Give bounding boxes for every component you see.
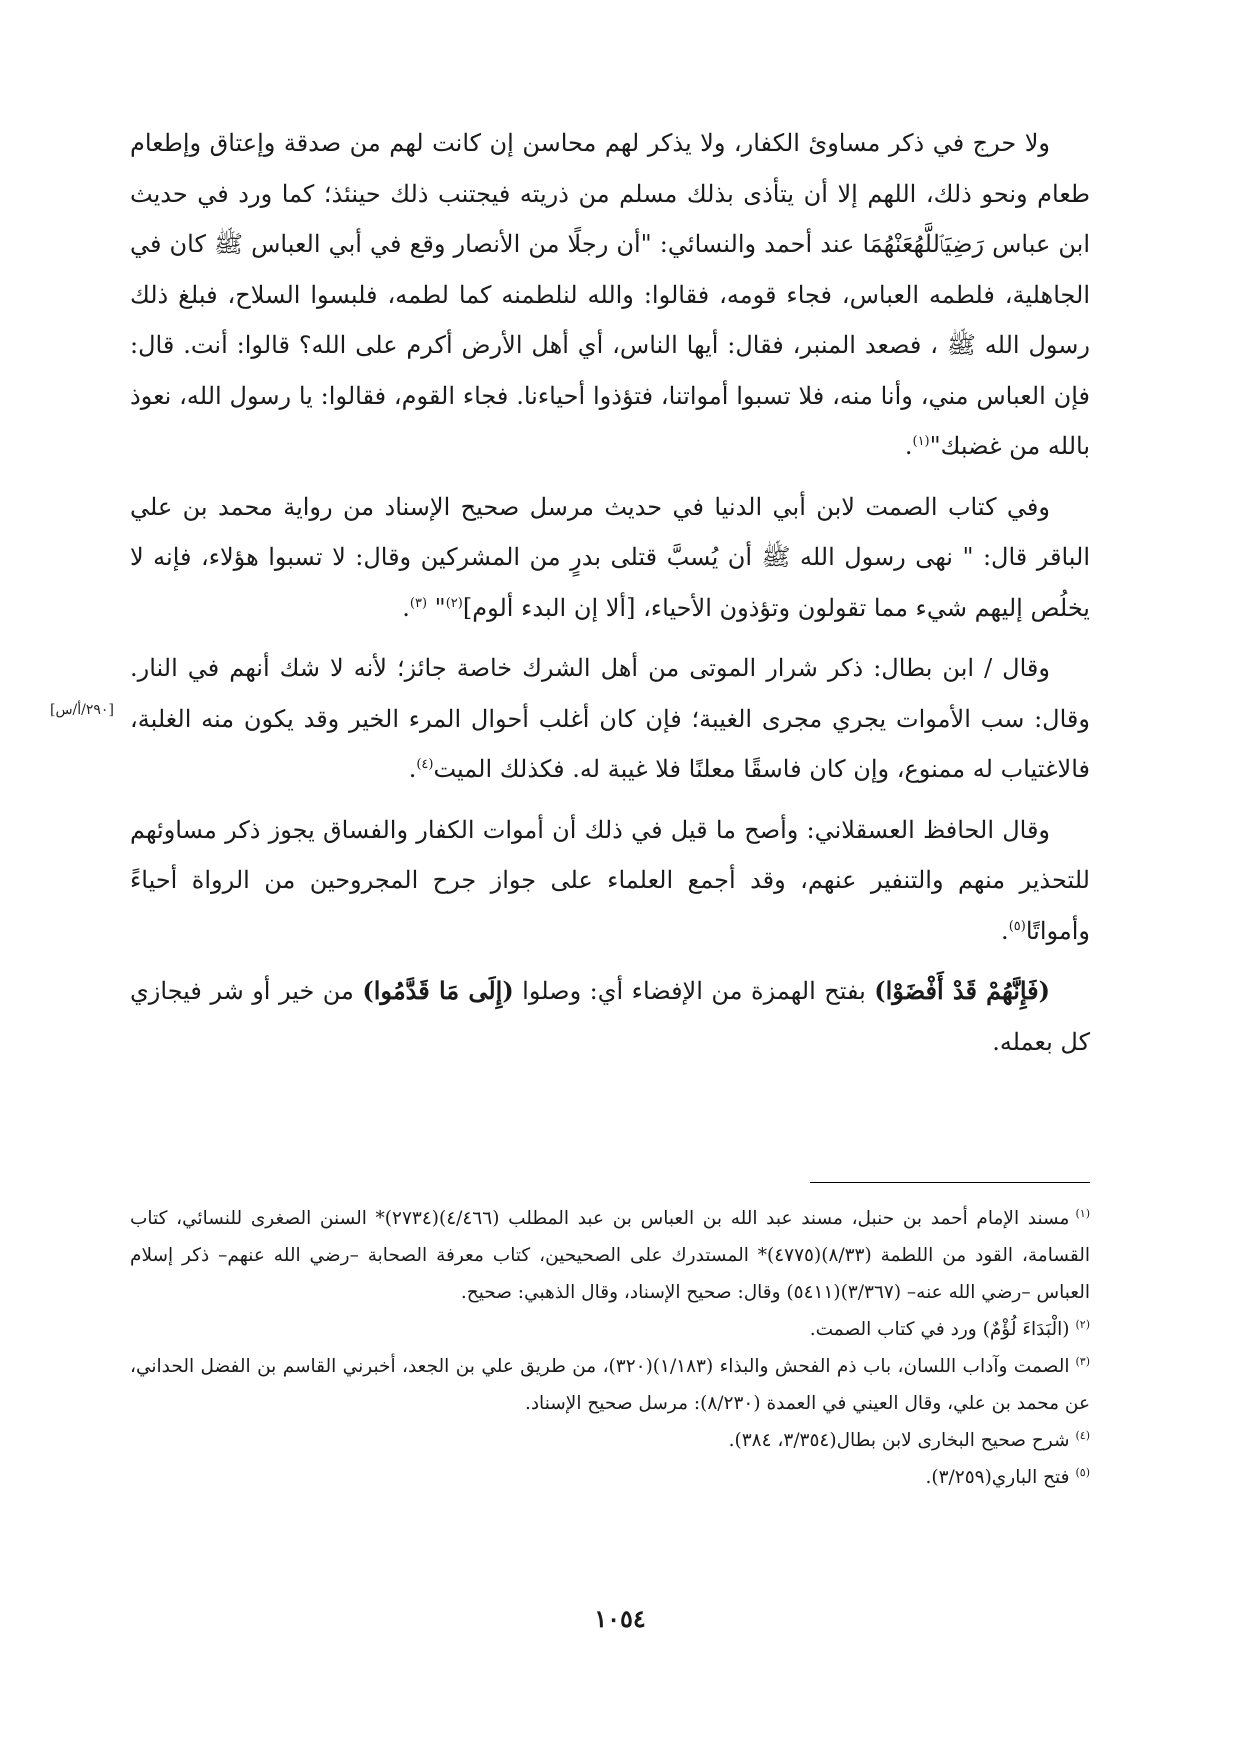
footnote-ref: (٢) <box>445 595 463 611</box>
main-text <box>130 118 1090 1077</box>
footnote-ref: (١) <box>912 434 930 449</box>
paragraph-2: وفي كتاب الصمت لابن أبي الدنيا في حديث مرسل صحيح الإسناد من رواية محمد بن علي الباقر قال: " نهى رسول الله ﷺ أن يُسبَّ قتلى بدرٍ من المشركين وقال: لا تسبوا هؤلاء، فإنه لا يخلُص إليهم شيء مما تقولون وتؤذون الأحياء، [ألا إن البدء ألوم]$^{(٢)}$" $^{(٣)}$. <box>130 492 1090 622</box>
footnote-divider <box>810 1182 1090 1183</box>
footnote: $^{(٤)}$شرح صحيح البخارى لابن بطال(٣/٣٥٤، ٣٨٤). <box>728 1428 1090 1451</box>
footnote: $^{(١)}$مسند الإمام أحمد بن حنبل، مسند عبد الله بن العباس بن عبد المطلب (٤/٤٦٦)(٢٧٣٤)* السنن الصغرى للنسائي، كتاب القسامة، القود من اللطمة (٨/٣٣)(٤٧٧٥)* المستدرك على الصحيحين، كتاب معرفة الصحابة –رضي الله عنهم– ذكر إسلام العباس –رضي الله عنه– (٣/٣٦٧)(٥٤١١) وقال: صحيح الإسناد، وقال الذهبي: صحيح. <box>130 1206 1090 1303</box>
paragraph-5: (فَإِنَّهُمْ قَدْ أَفْضَوْا) بفتح الهمزة من الإفضاء أي: وصلوا (إِلَى مَا قَدَّمُوا) من خير أو شر فيجازي كل بعمله. <box>130 976 1090 1056</box>
quoted-phrase: (إِلَى مَا قَدَّمُوا) <box>362 976 514 1005</box>
paragraph-4: وقال الحافظ العسقلاني: وأصح ما قيل في ذلك أن أموات الكفار والفساق يجوز ذكر مساوئهم للتحذير منهم والتنفير عنهم، وقد أجمع العلماء على جواز جرح المجروحين من الرواة أحياءً وأمواتًا$^{(٥)}$. <box>130 815 1090 945</box>
footnotes <box>130 1200 1090 1496</box>
footnote: $^{(٣)}$الصمت وآداب اللسان، باب ذم الفحش والبذاء (١/١٨٣)(٣٢٠)، من طريق علي بن الجعد، أخبرني القاسم بن الفضل الحداني، عن محمد بن علي، وقال العيني في العمدة (٨/٢٣٠): مرسل صحيح الإسناد. <box>130 1354 1090 1414</box>
manuscript-margin-note: [٢٩٠/أ/س] <box>50 702 114 718</box>
footnote-ref: (٣) <box>409 595 428 611</box>
footnote: $^{(٥)}$فتح الباري(٣/٢٥٩). <box>925 1465 1090 1488</box>
page-number: ١٠٥٤ <box>594 1604 646 1633</box>
footnote-ref: (٥) <box>1008 918 1026 934</box>
paragraph-1: ولا حرج في ذكر مساوئ الكفار، ولا يذكر لهم محاسن إن كانت لهم من صدقة وإعتاق وإطعام طعام ونحو ذلك، اللهم إلا أن يتأذى بذلك مسلم من ذريته فيجتنب ذلك حينئذ؛ كما ورد في حديث ابن عباس رَضِيَٱللَّهُعَنْهُمَا عند أحمد والنسائي: "أن رجلًا من الأنصار وقع في أبي العباس ﷺ كان في الجاهلية، فلطمه العباس، فجاء قومه، فقالوا: والله لنلطمنه كما لطمه، فلبسوا السلاح، فبلغ ذلك رسول الله ﷺ ، فصعد المنبر، فقال: أيها الناس، أي أهل الأرض أكرم على الله؟ قالوا: أنت. قال: فإن العباس مني، وأنا منه، فلا تسبوا أمواتنا، فتؤذوا أحياءنا. فجاء القوم، فقالوا: يا رسول الله، نعوذ بالله من غضبك"$^{(١)}$. <box>130 129 1091 460</box>
footnote: $^{(٢)}$(الْبَدَاءَ لُؤْمٌ) ورد في كتاب الصمت. <box>809 1317 1090 1340</box>
quoted-phrase: (فَإِنَّهُمْ قَدْ أَفْضَوْا) <box>874 976 1051 1005</box>
paragraph-3: وقال / ابن بطال: ذكر شرار الموتى من أهل الشرك خاصة جائز؛ لأنه لا شك أنهم في النار. وقال: سب الأموات يجري مجرى الغيبة؛ فإن كان أغلب أحوال المرء الخير وقد يكون منه الغلبة، فالاغتياب له ممنوع، وإن كان فاسقًا معلنًا فلا غيبة له. فكذلك الميت$^{(٤)}$. <box>130 654 1090 783</box>
footnote-ref: (٤) <box>416 757 434 772</box>
